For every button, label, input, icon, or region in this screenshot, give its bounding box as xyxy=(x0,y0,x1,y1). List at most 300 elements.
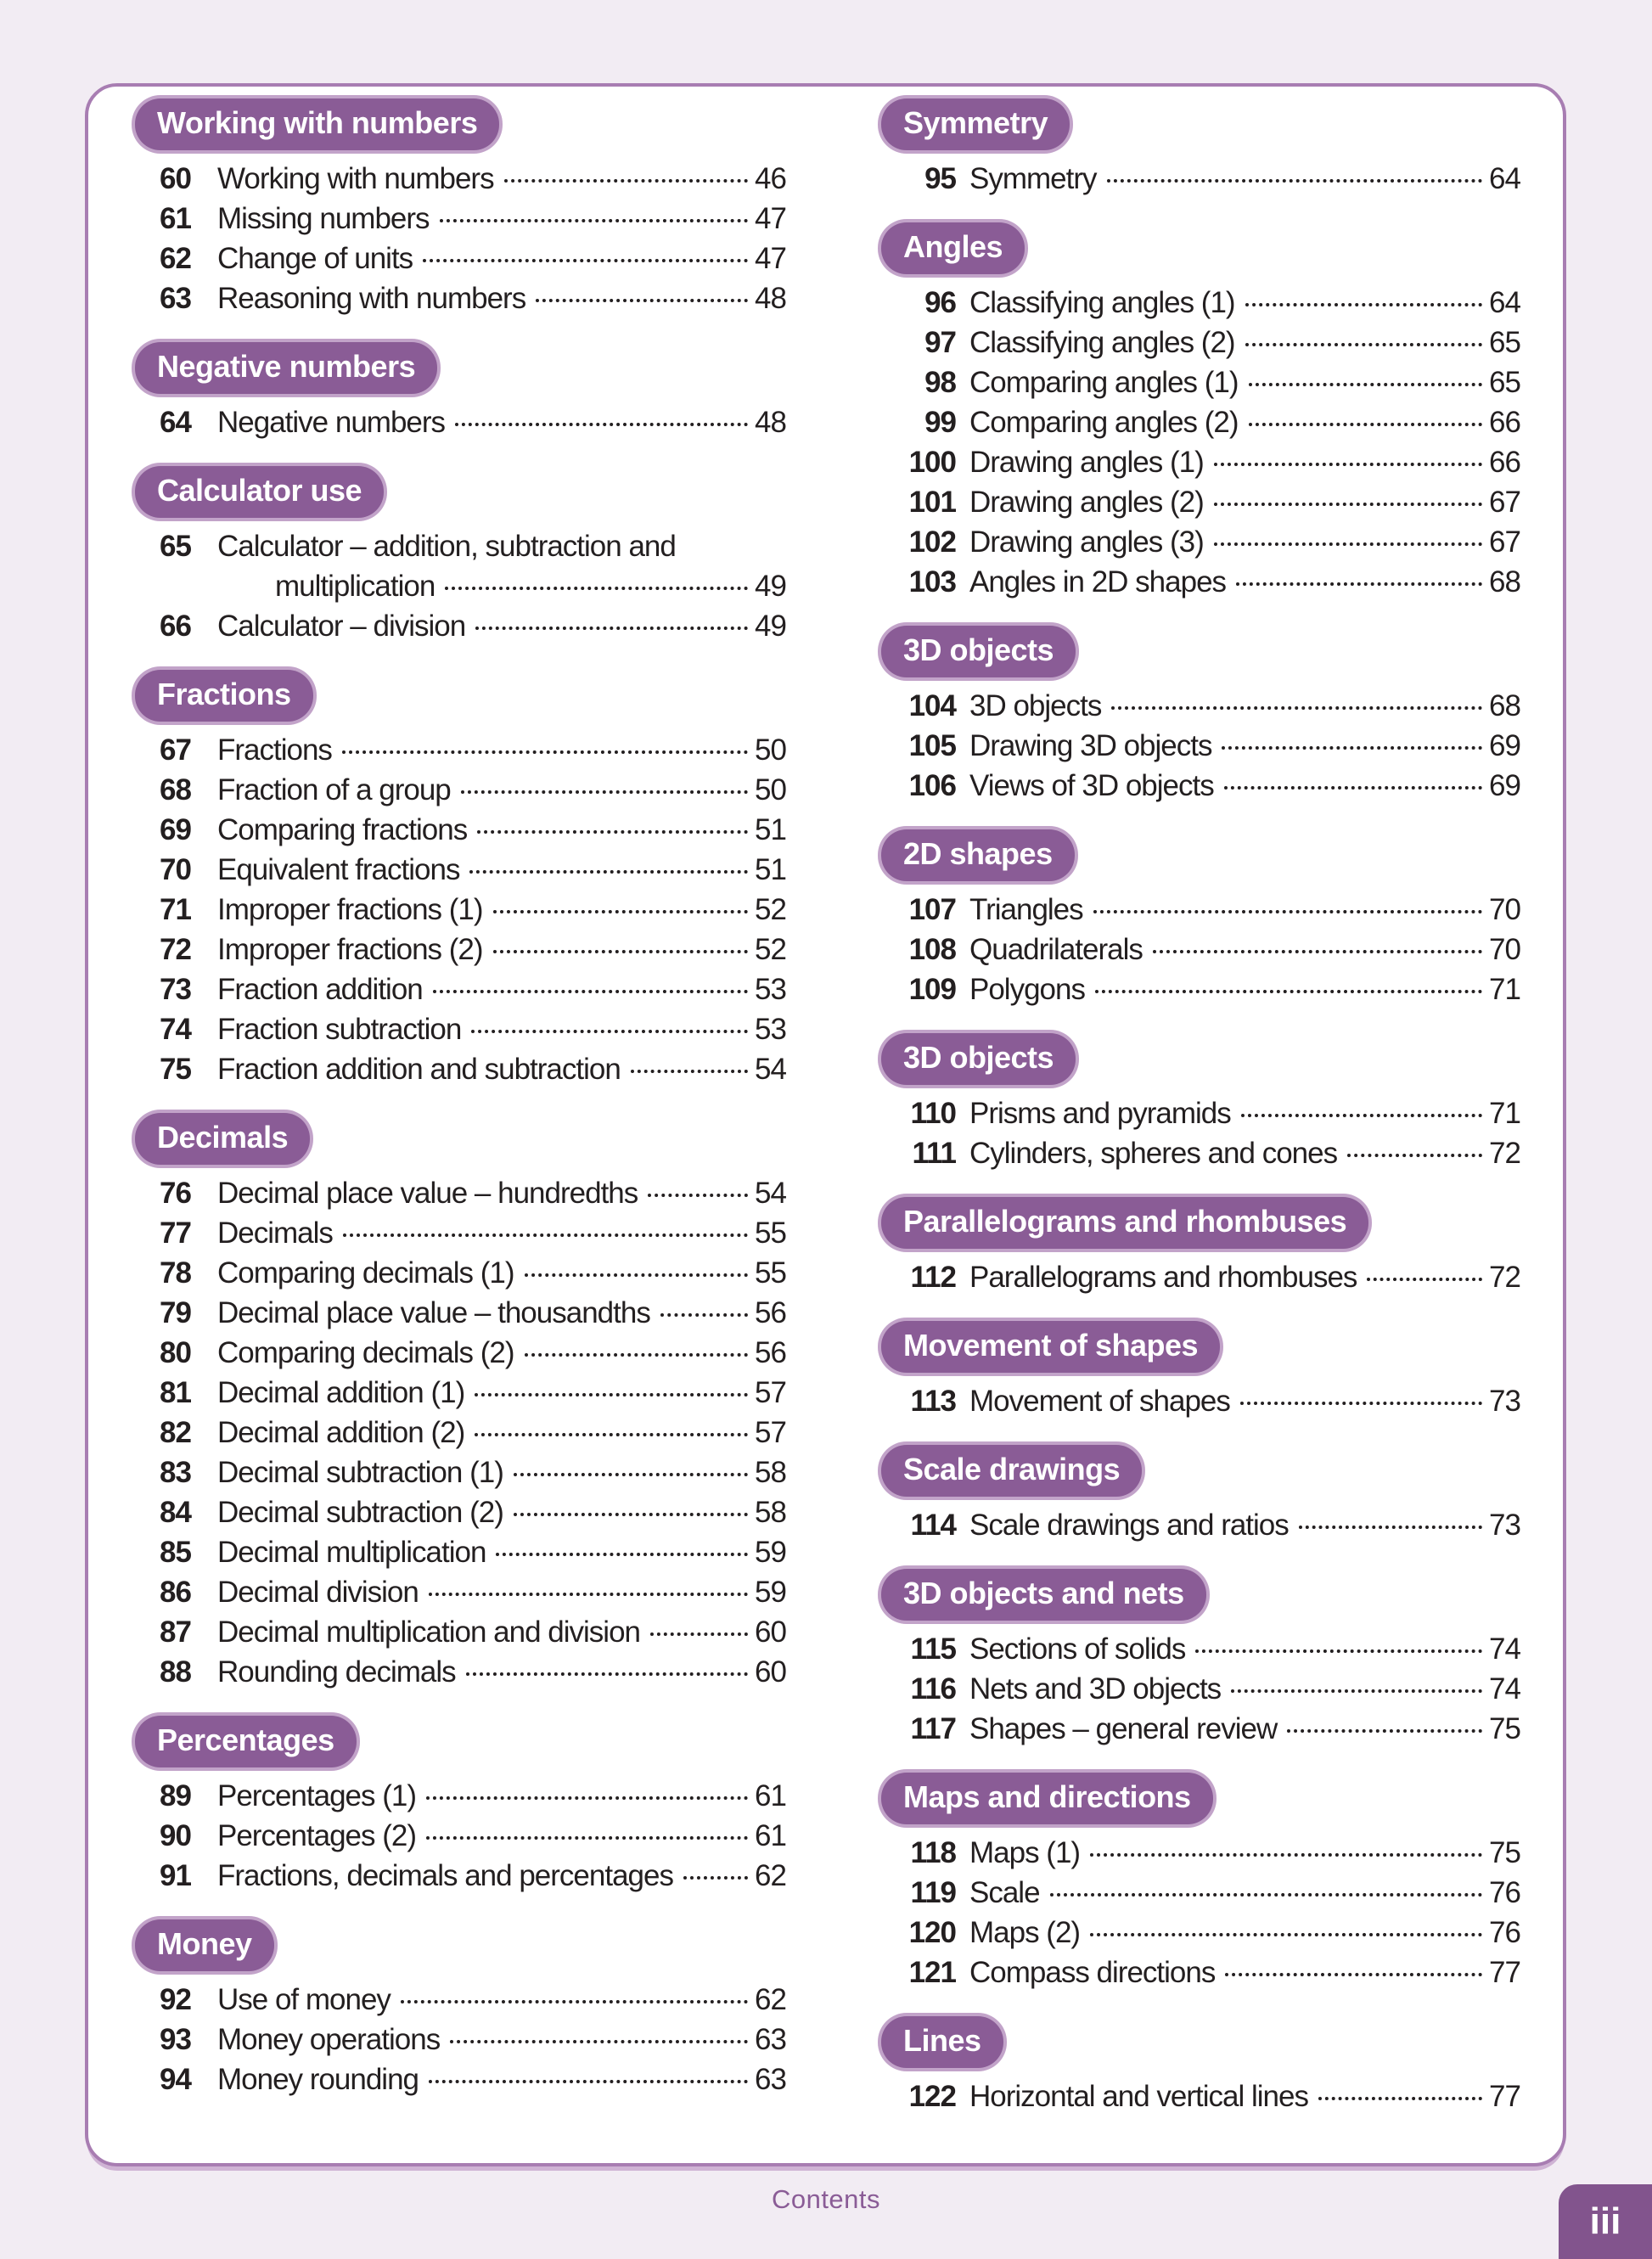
entry-title: Use of money xyxy=(217,1983,391,2016)
toc-entry xyxy=(878,522,1537,562)
entry-number: 97 xyxy=(924,326,956,359)
entry-number: 108 xyxy=(908,933,956,966)
entry-number: 107 xyxy=(908,893,956,926)
entry-title: Prisms and pyramids xyxy=(969,1097,1231,1130)
dot-leader xyxy=(1222,746,1482,750)
dot-leader xyxy=(1107,179,1483,183)
entry-page: 55 xyxy=(755,1256,786,1290)
toc-entry xyxy=(132,930,802,969)
dot-leader xyxy=(496,1553,748,1556)
entry-title: Money rounding xyxy=(217,2063,419,2096)
section-header-pill: Lines xyxy=(881,2016,1003,2068)
entry-page: 73 xyxy=(1489,1385,1520,1418)
dot-leader xyxy=(1153,950,1482,953)
entry-page: 77 xyxy=(1489,1956,1520,1989)
dot-leader xyxy=(469,870,748,874)
section-header-pill: 2D shapes xyxy=(881,829,1075,881)
section-header-pill: 3D objects and nets xyxy=(881,1569,1206,1621)
toc-entry xyxy=(878,1381,1537,1421)
entry-title: Compass directions xyxy=(969,1956,1216,1989)
entry-page: 50 xyxy=(755,773,786,806)
entry-title: Scale xyxy=(969,1876,1040,1909)
dot-leader xyxy=(1241,1114,1482,1117)
toc-entry xyxy=(132,526,802,566)
dot-leader xyxy=(1090,1853,1482,1857)
section-header-pill: Maps and directions xyxy=(881,1773,1213,1824)
entry-number: 119 xyxy=(910,1876,956,1909)
toc-section xyxy=(878,1769,1537,1992)
entry-title: Symmetry xyxy=(969,162,1097,195)
entry-number: 73 xyxy=(160,973,191,1006)
entry-number: 63 xyxy=(160,282,191,315)
dot-leader xyxy=(1347,1154,1482,1157)
dot-leader xyxy=(648,1194,748,1197)
dot-leader xyxy=(493,950,748,953)
entry-number: 113 xyxy=(910,1385,956,1418)
toc-entry xyxy=(132,1453,802,1492)
toc-section xyxy=(878,1318,1537,1421)
entry-number: 115 xyxy=(910,1632,956,1666)
toc-section xyxy=(878,95,1537,199)
toc-entry xyxy=(878,726,1537,766)
entry-number: 114 xyxy=(910,1509,956,1542)
entry-title: Drawing angles (2) xyxy=(969,486,1204,519)
entry-number: 75 xyxy=(160,1053,191,1086)
entry-title: Decimal addition (1) xyxy=(217,1376,465,1409)
entry-page: 58 xyxy=(755,1456,786,1489)
entry-title: Sections of solids xyxy=(969,1632,1186,1666)
entry-page: 60 xyxy=(755,1655,786,1689)
entry-title: Shapes – general review xyxy=(969,1712,1278,1745)
entry-number: 122 xyxy=(908,2080,956,2113)
toc-entry xyxy=(132,1652,802,1692)
entry-number: 66 xyxy=(160,610,191,643)
entry-number: 110 xyxy=(910,1097,956,1130)
entry-page: 68 xyxy=(1489,565,1520,598)
entry-number: 105 xyxy=(908,729,956,762)
entry-number: 93 xyxy=(160,2023,191,2056)
entry-number: 106 xyxy=(908,769,956,802)
entry-title: Decimal division xyxy=(217,1576,419,1609)
toc-section xyxy=(878,1030,1537,1173)
entry-page: 47 xyxy=(755,242,786,275)
entry-number: 64 xyxy=(160,406,191,439)
dot-leader xyxy=(440,219,748,222)
entry-page: 59 xyxy=(755,1536,786,1569)
section-header-pill: Calculator use xyxy=(135,466,384,518)
entry-page: 68 xyxy=(1489,689,1520,722)
entry-number: 116 xyxy=(910,1672,956,1705)
entry-page: 50 xyxy=(755,733,786,767)
section-header-pill: Symmetry xyxy=(881,98,1070,150)
toc-entry xyxy=(132,2060,802,2099)
entry-page: 63 xyxy=(755,2063,786,2096)
entry-number: 101 xyxy=(908,486,956,519)
dot-leader xyxy=(660,1313,748,1317)
entry-page: 61 xyxy=(755,1779,786,1812)
toc-column-right xyxy=(878,95,1537,2137)
dot-leader xyxy=(455,423,748,426)
toc-entry xyxy=(878,402,1537,442)
entry-number: 99 xyxy=(924,406,956,439)
toc-entry xyxy=(878,890,1537,930)
entry-page: 71 xyxy=(1489,973,1520,1006)
entry-title: Horizontal and vertical lines xyxy=(969,2080,1308,2113)
entry-title: Classifying angles (2) xyxy=(969,326,1235,359)
toc-entry xyxy=(132,606,802,646)
toc-entry xyxy=(132,1049,802,1089)
dot-leader xyxy=(1225,1973,1482,1976)
entry-title: Equivalent fractions xyxy=(217,853,460,886)
entry-number: 120 xyxy=(908,1916,956,1949)
dot-leader xyxy=(1214,463,1482,466)
dot-leader xyxy=(401,2000,748,2003)
dot-leader xyxy=(1095,990,1482,993)
entry-number: 104 xyxy=(908,689,956,722)
footer-contents-label: Contents xyxy=(771,2184,881,2214)
entry-title: Decimal multiplication and division xyxy=(217,1616,641,1649)
entry-title: Negative numbers xyxy=(217,406,446,439)
section-header-pill: Negative numbers xyxy=(135,342,437,394)
toc-entry xyxy=(878,562,1537,602)
entry-page: 51 xyxy=(755,813,786,846)
toc-entry xyxy=(132,1776,802,1816)
entry-page: 62 xyxy=(755,1983,786,2016)
toc-entry xyxy=(132,1612,802,1652)
toc-entry xyxy=(132,1253,802,1293)
entry-title: Comparing fractions xyxy=(217,813,468,846)
entry-page: 69 xyxy=(1489,729,1520,762)
dot-leader xyxy=(429,1593,748,1596)
entry-number: 118 xyxy=(910,1836,956,1869)
toc-entry xyxy=(878,2076,1537,2116)
dot-leader xyxy=(1249,423,1482,426)
dot-leader xyxy=(1111,706,1482,710)
toc-entry xyxy=(878,1873,1537,1913)
entry-page: 51 xyxy=(755,853,786,886)
section-header-pill: Percentages xyxy=(135,1716,357,1767)
toc-entry xyxy=(878,1505,1537,1545)
toc-entry xyxy=(878,1669,1537,1709)
entry-number: 77 xyxy=(160,1217,191,1250)
dot-leader xyxy=(477,830,748,834)
entry-number: 61 xyxy=(160,202,191,235)
toc-entry xyxy=(132,1009,802,1049)
entry-page: 76 xyxy=(1489,1876,1520,1909)
dot-leader xyxy=(683,1876,748,1880)
entry-number: 74 xyxy=(160,1013,191,1046)
toc-entry xyxy=(132,2020,802,2060)
toc-card xyxy=(85,83,1566,2166)
entry-title: Change of units xyxy=(217,242,413,275)
entry-page: 57 xyxy=(755,1376,786,1409)
toc-section xyxy=(132,463,802,646)
dot-leader xyxy=(433,990,748,993)
toc-entry xyxy=(132,1856,802,1896)
dot-leader xyxy=(471,1030,748,1033)
toc-section xyxy=(878,826,1537,1009)
entry-number: 80 xyxy=(160,1336,191,1369)
entry-page: 49 xyxy=(755,610,786,643)
entry-title: Fraction addition xyxy=(217,973,423,1006)
entry-title: Missing numbers xyxy=(217,202,430,235)
entry-title: Scale drawings and ratios xyxy=(969,1509,1289,1542)
entry-page: 67 xyxy=(1489,525,1520,559)
toc-entry xyxy=(878,323,1537,362)
dot-leader xyxy=(514,1473,748,1476)
dot-leader xyxy=(1093,910,1482,913)
dot-leader xyxy=(536,299,748,302)
entry-page: 66 xyxy=(1489,446,1520,479)
dot-leader xyxy=(1195,1649,1482,1653)
toc-entry xyxy=(878,1629,1537,1669)
toc-entry xyxy=(132,1492,802,1532)
entry-title: Angles in 2D shapes xyxy=(969,565,1227,598)
entry-number: 62 xyxy=(160,242,191,275)
entry-number: 85 xyxy=(160,1536,191,1569)
dot-leader xyxy=(1090,1933,1482,1936)
dot-leader xyxy=(475,1393,748,1396)
toc-section xyxy=(878,622,1537,806)
page-number: iii xyxy=(1589,2200,1621,2242)
dot-leader xyxy=(525,1353,748,1357)
dot-leader xyxy=(445,587,748,590)
dot-leader xyxy=(1245,343,1482,346)
section-header-pill: Parallelograms and rhombuses xyxy=(881,1197,1368,1249)
dot-leader xyxy=(475,627,748,630)
toc-entry xyxy=(878,969,1537,1009)
toc-entry xyxy=(878,1953,1537,1992)
toc-entry xyxy=(878,930,1537,969)
entry-title: Drawing 3D objects xyxy=(969,729,1212,762)
entry-number: 60 xyxy=(160,162,191,195)
entry-title: Fractions, decimals and percentages xyxy=(217,1859,673,1892)
toc-entry xyxy=(878,1709,1537,1749)
entry-page: 70 xyxy=(1489,893,1520,926)
entry-page: 71 xyxy=(1489,1097,1520,1130)
entry-page: 46 xyxy=(755,162,786,195)
entry-page: 52 xyxy=(755,893,786,926)
dot-leader xyxy=(429,2080,748,2083)
dot-leader xyxy=(426,1836,748,1840)
entry-title: Comparing angles (2) xyxy=(969,406,1239,439)
entry-page: 72 xyxy=(1489,1261,1520,1294)
entry-page: 75 xyxy=(1489,1836,1520,1869)
dot-leader xyxy=(650,1632,748,1636)
dot-leader xyxy=(423,259,748,262)
toc-entry xyxy=(132,199,802,239)
entry-page: 60 xyxy=(755,1616,786,1649)
dot-leader xyxy=(1249,383,1482,386)
toc-section xyxy=(878,219,1537,602)
entry-page: 57 xyxy=(755,1416,786,1449)
entry-page: 53 xyxy=(755,973,786,1006)
entry-title: Parallelograms and rhombuses xyxy=(969,1261,1357,1294)
dot-leader xyxy=(1245,303,1482,306)
entry-page: 75 xyxy=(1489,1712,1520,1745)
dot-leader xyxy=(343,1233,748,1237)
toc-entry xyxy=(878,1133,1537,1173)
entry-page: 54 xyxy=(755,1053,786,1086)
entry-number: 102 xyxy=(908,525,956,559)
dot-leader xyxy=(466,1672,748,1676)
section-header-pill: Decimals xyxy=(135,1113,310,1165)
dot-leader xyxy=(1318,2097,1482,2100)
dot-leader xyxy=(1214,542,1482,546)
toc-entry xyxy=(132,730,802,770)
entry-title: Comparing decimals (1) xyxy=(217,1256,514,1290)
entry-page: 77 xyxy=(1489,2080,1520,2113)
entry-title: Drawing angles (1) xyxy=(969,446,1204,479)
toc-column-left xyxy=(132,95,802,2120)
entry-page: 73 xyxy=(1489,1509,1520,1542)
entry-title: 3D objects xyxy=(969,689,1102,722)
entry-title: Movement of shapes xyxy=(969,1385,1230,1418)
toc-entry xyxy=(132,1373,802,1413)
entry-page: 70 xyxy=(1489,933,1520,966)
toc-entry xyxy=(132,159,802,199)
section-header-pill: Angles xyxy=(881,222,1025,274)
toc-entry xyxy=(878,1257,1537,1297)
dot-leader xyxy=(514,1513,748,1516)
entry-title: Fractions xyxy=(217,733,332,767)
toc-section xyxy=(878,1194,1537,1297)
entry-title: Working with numbers xyxy=(217,162,494,195)
entry-page: 49 xyxy=(755,570,786,603)
entry-number: 81 xyxy=(160,1376,191,1409)
dot-leader xyxy=(426,1796,748,1800)
entry-number: 72 xyxy=(160,933,191,966)
entry-title: Cylinders, spheres and cones xyxy=(969,1137,1338,1170)
entry-title: Decimal subtraction (2) xyxy=(217,1496,503,1529)
entry-number: 109 xyxy=(908,973,956,1006)
toc-entry xyxy=(878,283,1537,323)
entry-title: Views of 3D objects xyxy=(969,769,1214,802)
entry-page: 65 xyxy=(1489,326,1520,359)
entry-title: Quadrilaterals xyxy=(969,933,1143,966)
entry-title: Comparing angles (1) xyxy=(969,366,1239,399)
section-header-pill: Money xyxy=(135,1919,274,1971)
section-header-pill: Fractions xyxy=(135,670,313,722)
toc-entry xyxy=(878,1833,1537,1873)
entry-title: Triangles xyxy=(969,893,1083,926)
entry-page: 74 xyxy=(1489,1672,1520,1705)
entry-title: Maps (2) xyxy=(969,1916,1081,1949)
entry-title: Nets and 3D objects xyxy=(969,1672,1222,1705)
entry-page: 54 xyxy=(755,1177,786,1210)
toc-section xyxy=(132,1712,802,1896)
entry-page: 64 xyxy=(1489,162,1520,195)
entry-page: 52 xyxy=(755,933,786,966)
dot-leader xyxy=(1367,1278,1482,1281)
toc-section xyxy=(878,1441,1537,1545)
dot-leader xyxy=(1214,503,1482,506)
entry-title: Decimal place value – hundredths xyxy=(217,1177,638,1210)
entry-number: 76 xyxy=(160,1177,191,1210)
toc-entry xyxy=(132,278,802,318)
entry-title: Comparing decimals (2) xyxy=(217,1336,514,1369)
entry-number: 82 xyxy=(160,1416,191,1449)
toc-entry xyxy=(878,442,1537,482)
toc-entry xyxy=(878,482,1537,522)
entry-title: Money operations xyxy=(217,2023,441,2056)
entry-title: Classifying angles (1) xyxy=(969,286,1235,319)
toc-entry xyxy=(878,159,1537,199)
toc-entry xyxy=(132,1572,802,1612)
entry-number: 121 xyxy=(908,1956,956,1989)
entry-number: 68 xyxy=(160,773,191,806)
entry-title: Decimal place value – thousandths xyxy=(217,1296,650,1329)
entry-number: 79 xyxy=(160,1296,191,1329)
dot-leader xyxy=(631,1070,748,1073)
toc-entry xyxy=(132,566,802,606)
entry-number: 92 xyxy=(160,1983,191,2016)
toc-section xyxy=(132,339,802,442)
toc-section xyxy=(132,95,802,318)
toc-entry xyxy=(132,1173,802,1213)
entry-number: 88 xyxy=(160,1655,191,1689)
entry-number: 84 xyxy=(160,1496,191,1529)
toc-entry xyxy=(132,1413,802,1453)
entry-number: 100 xyxy=(908,446,956,479)
entry-number: 98 xyxy=(924,366,956,399)
toc-entry xyxy=(878,686,1537,726)
entry-number: 96 xyxy=(924,286,956,319)
section-header-pill: 3D objects xyxy=(881,1033,1076,1085)
entry-number: 78 xyxy=(160,1256,191,1290)
entry-number: 103 xyxy=(908,565,956,598)
toc-entry xyxy=(132,969,802,1009)
toc-entry xyxy=(878,362,1537,402)
toc-entry xyxy=(878,1913,1537,1953)
entry-number: 67 xyxy=(160,733,191,767)
dot-leader xyxy=(1050,1893,1482,1897)
entry-title: Percentages (1) xyxy=(217,1779,417,1812)
toc-entry xyxy=(878,1093,1537,1133)
toc-entry xyxy=(132,1293,802,1333)
entry-page: 53 xyxy=(755,1013,786,1046)
entry-number: 71 xyxy=(160,893,191,926)
toc-entry xyxy=(132,1213,802,1253)
entry-title: Maps (1) xyxy=(969,1836,1081,1869)
toc-entry xyxy=(132,1980,802,2020)
toc-entry xyxy=(132,1333,802,1373)
entry-page: 61 xyxy=(755,1819,786,1852)
toc-entry xyxy=(878,766,1537,806)
entry-title: Rounding decimals xyxy=(217,1655,456,1689)
entry-page: 72 xyxy=(1489,1137,1520,1170)
toc-section xyxy=(132,1916,802,2099)
entry-title: Polygons xyxy=(969,973,1085,1006)
entry-page: 58 xyxy=(755,1496,786,1529)
entry-page: 56 xyxy=(755,1296,786,1329)
entry-title: Percentages (2) xyxy=(217,1819,417,1852)
entry-title: Decimals xyxy=(217,1217,333,1250)
entry-number: 83 xyxy=(160,1456,191,1489)
entry-page: 62 xyxy=(755,1859,786,1892)
entry-title: Decimal subtraction (1) xyxy=(217,1456,503,1489)
entry-title: Reasoning with numbers xyxy=(217,282,526,315)
entry-page: 55 xyxy=(755,1217,786,1250)
entry-number: 86 xyxy=(160,1576,191,1609)
entry-number: 91 xyxy=(160,1859,191,1892)
entry-page: 67 xyxy=(1489,486,1520,519)
section-header-pill: 3D objects xyxy=(881,626,1076,677)
page-number-tab xyxy=(1559,2184,1652,2259)
toc-entry xyxy=(132,850,802,890)
entry-page: 48 xyxy=(755,406,786,439)
dot-leader xyxy=(342,750,748,754)
